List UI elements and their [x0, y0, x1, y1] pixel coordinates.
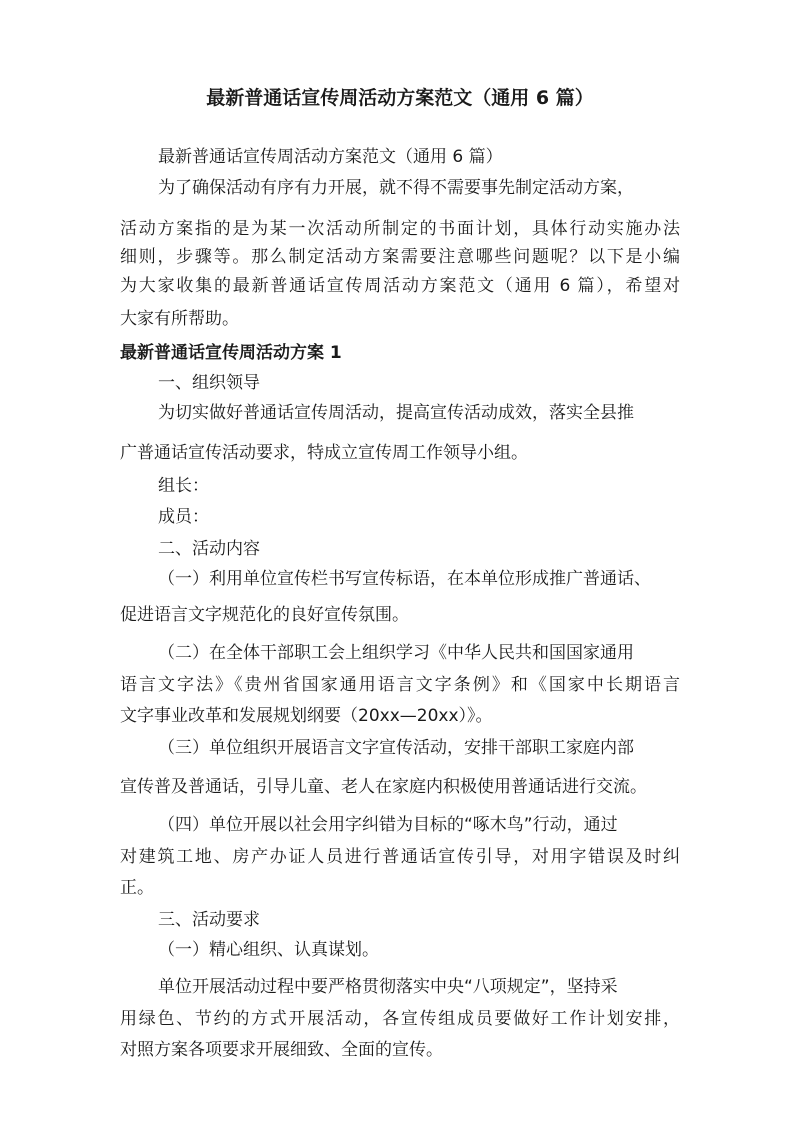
section-heading: 最新普通话宣传周活动方案 1 — [120, 343, 342, 363]
paragraph-line: 对照方案各项要求开展细致、全面的宣传。 — [120, 1040, 443, 1060]
paragraph-line: （一）利用单位宣传栏书写宣传标语，在本单位形成推广普通话、 — [158, 569, 651, 589]
paragraph-line: 为切实做好普通话宣传周活动，提高宣传活动成效，落实全县推 — [158, 403, 634, 423]
paragraph-line: 对建筑工地、房产办证人员进行普通话宣传引导，对用字错误及时纠 — [120, 847, 680, 867]
paragraph-line: 广普通话宣传活动要求，特成立宣传周工作领导小组。 — [120, 443, 528, 463]
paragraph-line: 促进语言文字规范化的良好宣传氛围。 — [120, 605, 409, 625]
paragraph-line: 大家有所帮助。 — [120, 309, 239, 329]
section-subheading: 一、组织领导 — [158, 373, 260, 393]
subtitle-line: 最新普通话宣传周活动方案范文（通用 6 篇） — [158, 147, 503, 167]
paragraph-line: 成员： — [158, 507, 209, 527]
paragraph-line: 活动方案指的是为某一次活动所制定的书面计划，具体行动实施办法 — [120, 219, 680, 239]
paragraph-line: 细则，步骤等。那么制定活动方案需要注意哪些问题呢？以下是小编 — [120, 247, 680, 267]
paragraph-line: 用绿色、节约的方式开展活动，各宣传组成员要做好工作计划安排， — [120, 1009, 680, 1029]
paragraph-line: （四）单位开展以社会用字纠错为目标的“啄木鸟”行动，通过 — [158, 815, 618, 835]
paragraph-line: （一）精心组织、认真谋划。 — [158, 940, 379, 960]
paragraph-line: （三）单位组织开展语言文字宣传活动，安排干部职工家庭内部 — [158, 738, 634, 758]
paragraph-line: 语言文字法》《贵州省国家通用语言文字条例》和《国家中长期语言 — [120, 675, 680, 695]
paragraph-line: （二）在全体干部职工会上组织学习《中华人民共和国国家通用 — [158, 643, 634, 663]
document-title: 最新普通话宣传周活动方案范文（通用 6 篇） — [206, 87, 594, 109]
section-subheading: 三、活动要求 — [158, 910, 260, 930]
paragraph-line: 组长： — [158, 476, 209, 496]
paragraph-line: 单位开展活动过程中要严格贯彻落实中央“八项规定”，坚持采 — [158, 977, 618, 997]
section-subheading: 二、活动内容 — [158, 539, 260, 559]
paragraph-line: 为大家收集的最新普通话宣传周活动方案范文（通用 6 篇），希望对 — [120, 276, 680, 296]
paragraph-line: 宣传普及普通话，引导儿童、老人在家庭内积极使用普通话进行交流。 — [120, 777, 647, 797]
paragraph-line: 文字事业改革和发展规划纲要（20xx—20xx）》。 — [120, 706, 493, 726]
paragraph-line: 为了确保活动有序有力开展，就不得不需要事先制定活动方案， — [158, 178, 634, 198]
paragraph-line: 正。 — [120, 878, 154, 898]
